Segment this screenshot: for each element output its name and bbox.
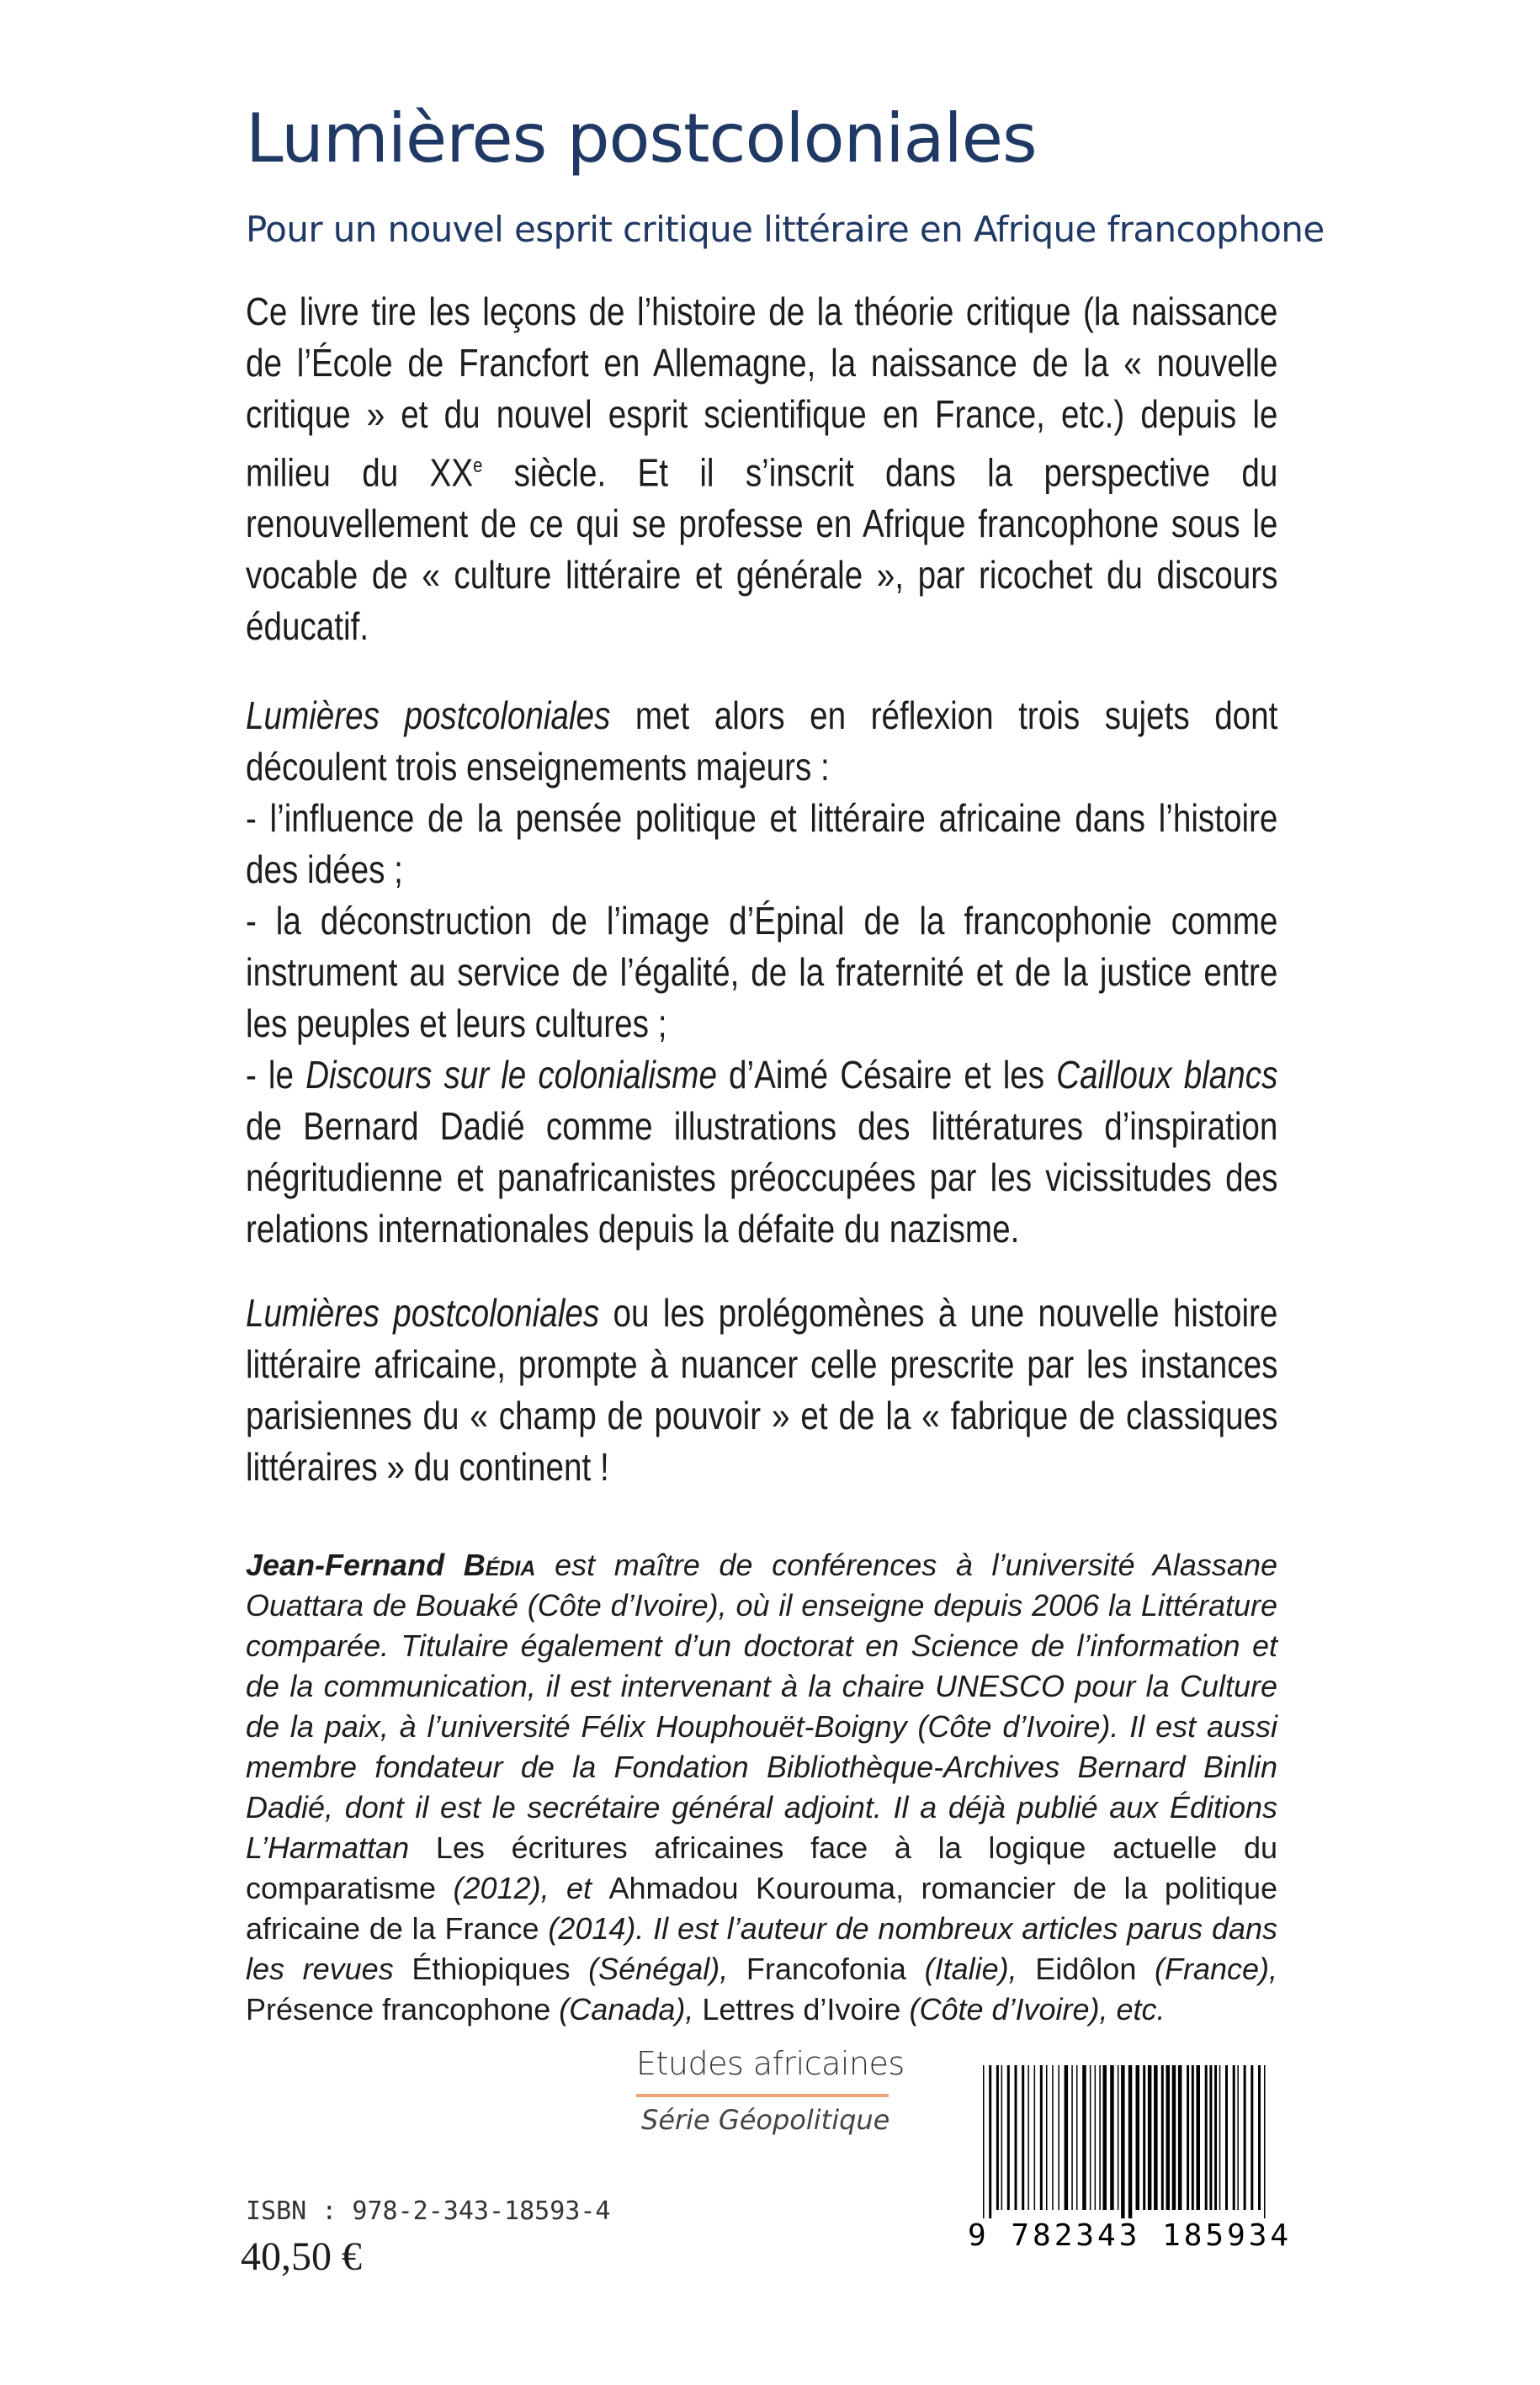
barcode-bar — [1136, 2065, 1140, 2210]
barcode-bar — [1128, 2065, 1133, 2218]
barcode-bar — [1209, 2065, 1212, 2210]
barcode-bar — [1065, 2065, 1069, 2210]
barcode-bar — [1082, 2065, 1086, 2210]
series-divider — [636, 2094, 889, 2097]
barcode-bar — [1237, 2065, 1239, 2210]
list-item: - la déconstruction de l’image d’Épinal de la francophonie comme instrument au service de l’égalité, de la fraternité et de la justice entre les peuples et leurs cultures ; — [246, 899, 1278, 1045]
barcode-bar — [1178, 2065, 1182, 2210]
barcode-bar — [1205, 2065, 1208, 2210]
barcode-bar — [1264, 2065, 1266, 2218]
list-item: - le Discours sur le colonialisme d’Aimé Césaire et les Cailloux blancs de Bernard Dadié comme illustrations des littératures d’inspiration négritudienne et panafricanistes préoccupées par les vicissitudes des relations internationales depuis la défaite du nazisme. — [246, 1053, 1278, 1251]
barcode-bar — [1121, 2065, 1125, 2218]
barcode-bar — [1076, 2065, 1078, 2210]
barcode-bar — [1007, 2065, 1010, 2210]
book-subtitle: Pour un nouvel esprit critique littéraire en Afrique francophone — [246, 209, 1325, 250]
barcode-bar — [1166, 2065, 1171, 2210]
barcode-digits: 9 782343 185934 — [968, 2218, 1293, 2253]
book-title: Lumières postcoloniales — [246, 99, 1037, 178]
barcode-bar — [989, 2065, 991, 2218]
barcode-bar — [1192, 2065, 1194, 2210]
barcode-bar — [1187, 2065, 1189, 2210]
barcode-bar — [1251, 2065, 1253, 2210]
barcode-bar — [1046, 2065, 1048, 2210]
barcode-bar — [1118, 2065, 1119, 2210]
isbn-label: ISBN : 978-2-343-18593-4 — [246, 2196, 611, 2226]
barcode-bar — [1052, 2065, 1054, 2210]
barcode-bar — [1071, 2065, 1073, 2210]
blurb-paragraph-1: Ce livre tire les leçons de l’histoire de la théorie critique (la naissance de l’École de Francfort en Allemagne, la naissance de la « nouvelle critique » et du nouvel esprit scientifique en France, etc.) depuis le milieu du XXe siècle. Et il s’inscrit dans la perspective du renouvellement de ce qui se professe en Afrique francophone sous le vocable de « culture littéraire et générale », par ricochet du discours éducatif. — [246, 289, 1278, 649]
barcode-bar — [1161, 2065, 1164, 2210]
barcode-bar — [1099, 2065, 1101, 2210]
barcode-bar — [1110, 2065, 1114, 2210]
barcode-bar — [1028, 2065, 1029, 2210]
barcode-bar — [1095, 2065, 1097, 2210]
barcode-bar — [1244, 2065, 1246, 2210]
title-mention: Lumières postcoloniales — [246, 693, 611, 737]
barcode-bar — [1154, 2065, 1158, 2210]
barcode — [968, 2060, 1293, 2264]
barcode-bar — [1258, 2065, 1261, 2210]
barcode-bar — [1058, 2065, 1059, 2210]
barcode-bar — [1001, 2065, 1003, 2210]
list-item: - l’influence de la pensée politique et littéraire africaine dans l’histoire des idées ; — [246, 796, 1278, 891]
barcode-bar — [1233, 2065, 1235, 2210]
title-mention: Lumières postcoloniales — [246, 1291, 600, 1335]
blurb-paragraph-3: Lumières postcoloniales ou les prolégomènes à une nouvelle histoire littéraire africaine, prompte à nuancer celle prescrite par les instances parisiennes du « champ de pouvoir » et de la « fabrique de classiques littéraires » du continent ! — [246, 1291, 1278, 1489]
barcode-bar — [996, 2065, 999, 2210]
barcode-bar — [1143, 2065, 1145, 2210]
series-name: Etudes africaines — [636, 2045, 905, 2082]
barcode-bar — [1197, 2065, 1201, 2210]
series-subtitle: Série Géopolitique — [641, 2104, 890, 2136]
barcode-bars-icon — [968, 2060, 1279, 2220]
author-name: Jean-Fernand Bédia — [246, 1548, 536, 1582]
barcode-bar — [1022, 2065, 1024, 2210]
barcode-bar — [1148, 2065, 1152, 2210]
barcode-bar — [1172, 2065, 1176, 2210]
barcode-bar — [1225, 2065, 1228, 2210]
barcode-bar — [983, 2065, 985, 2218]
blurb-paragraph-2: Lumières postcoloniales met alors en réflexion trois sujets dont découlent trois enseignements majeurs : - l’influence de la pensée politique et littéraire africaine dans l’histoire des idées ; - la déconstruction de l’image d’Épinal de la francophonie comme instrument au service de l’égalité, de la fraternité et de la justice entre les peuples et leurs cultures ; - le Discours sur le colonialisme d’Aimé Césaire et les Cailloux blancs de Bernard Dadié comme illustrations des littératures d’inspiration négritudienne et panafricanistes préoccupées par les vicissitudes des relations internationales depuis la défaite du nazisme. — [246, 690, 1113, 1255]
author-bio: Jean-Fernand Bédia est maître de conférences à l’université Alassane Ouattara de Bouaké (Côte d’Ivoire), où il enseigne depuis 2006 la Littérature comparée. Titulaire également d’un doctorat en Science de l’information et de la communication, il est intervenant à la chaire UNESCO pour la Culture de la paix, à l’université Félix Houphouët-Boigny (Côte d’Ivoire). Il est aussi membre fondateur de la Fondation Bibliothèque-Archives Bernard Binlin Dadié, dont il est le secrétaire général adjoint. Il a déjà publié aux Éditions L’Harmattan Les écritures africaines face à la logique actuelle du comparatisme (2012), et Ahmadou Kourouma, romancier de la politique africaine de la France (2014). Il est l’auteur de nombreux articles parus dans les revues Éthiopiques (Sénégal), Francofonia (Italie), Eidôlon (France), Présence francophone (Canada), Lettres d’Ivoire (Côte d’Ivoire), etc. — [246, 1548, 1278, 2026]
barcode-bar — [1090, 2065, 1091, 2210]
barcode-bar — [1214, 2065, 1217, 2210]
price-label: 40,50 € — [241, 2234, 362, 2279]
barcode-bar — [1219, 2065, 1221, 2210]
barcode-bar — [1040, 2065, 1043, 2210]
barcode-bar — [1015, 2065, 1017, 2210]
barcode-bar — [1103, 2065, 1107, 2210]
barcode-bar — [1034, 2065, 1036, 2210]
